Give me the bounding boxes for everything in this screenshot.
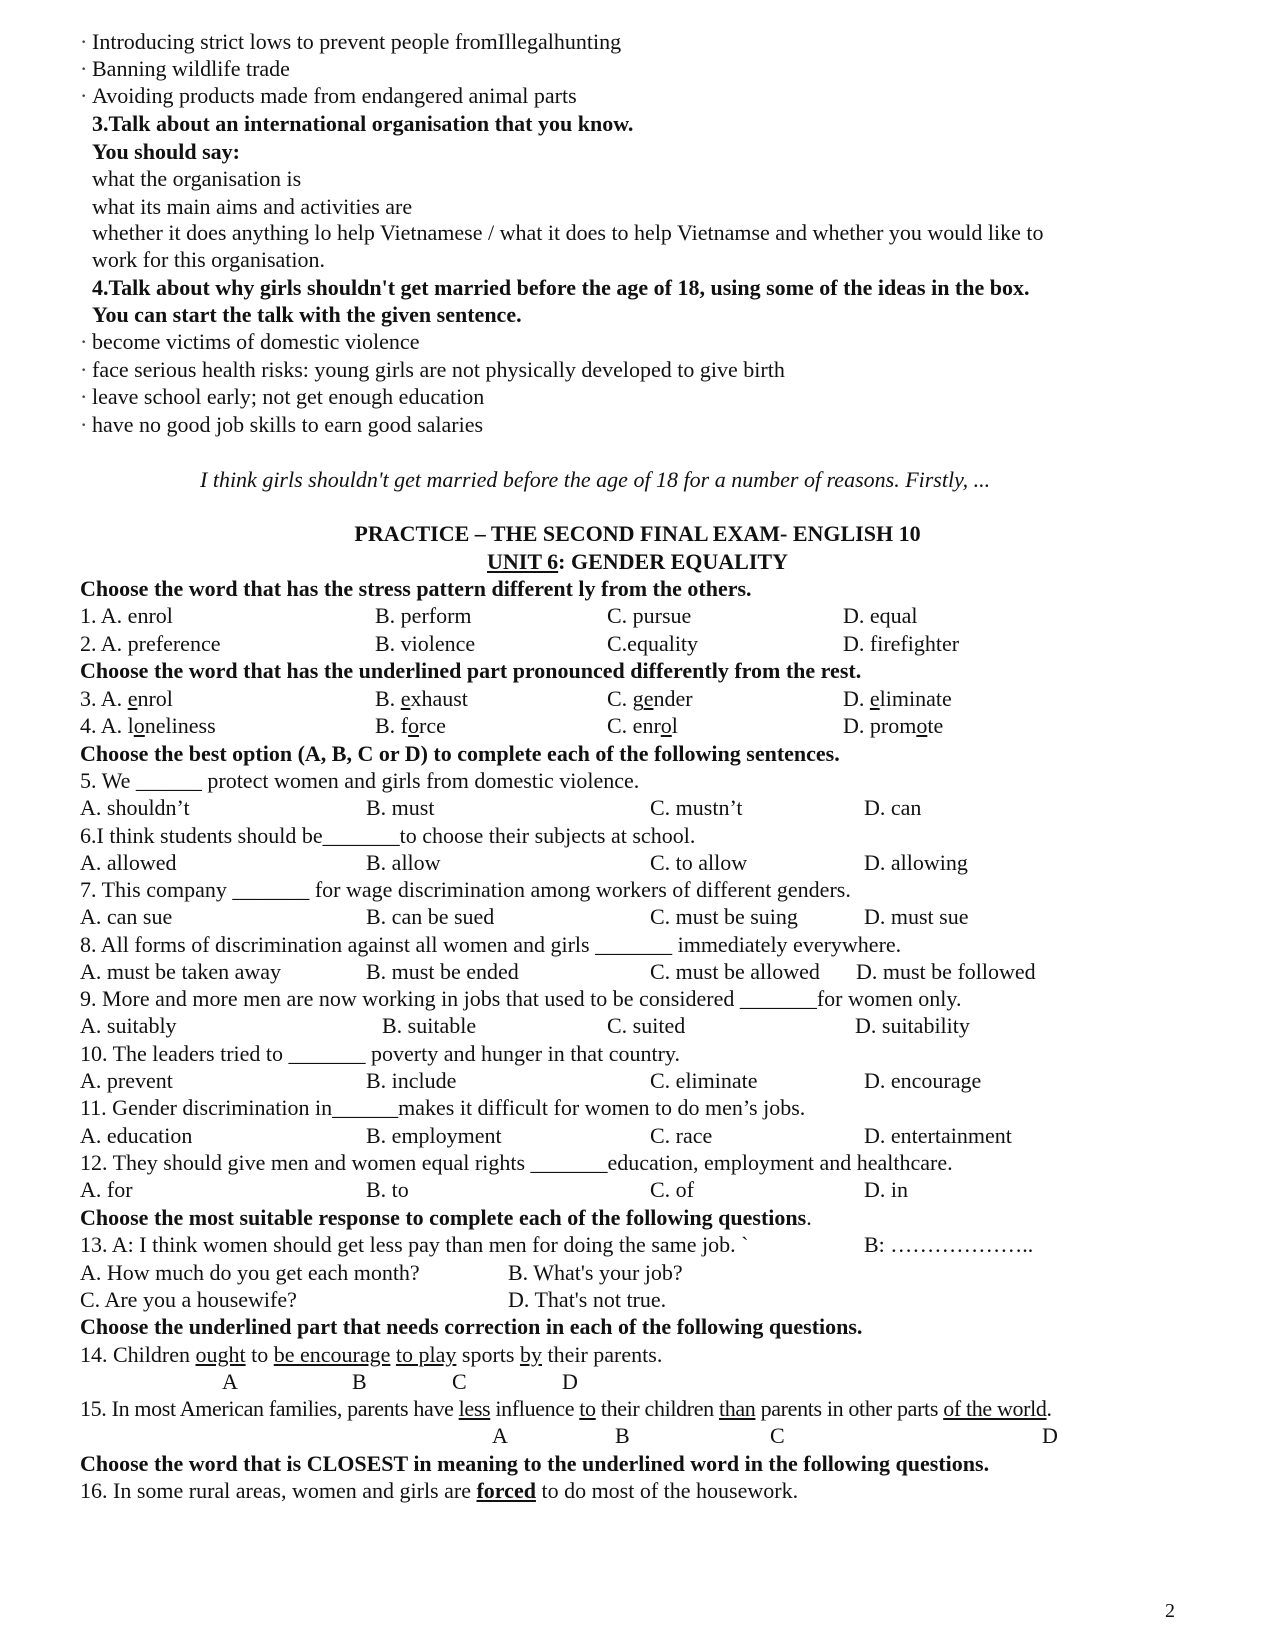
option: C. enrol [607,713,678,738]
section-heading: Choose the best option (A, B, C or D) to complete each of the following sentences. [80,741,840,766]
option: C. eliminate [650,1068,758,1093]
question-stem: 12. They should give men and women equal rights _______education, employment and healthcare. [80,1150,953,1175]
option: C. of [650,1177,694,1202]
task3-heading: 3.Talk about an international organisation that you know. [92,111,634,136]
bullet-item: · Banning wildlife trade [92,55,290,83]
section-heading: Choose the word that is CLOSEST in meaning to the underlined word in the following questions. [80,1451,990,1476]
option: C. gender [607,686,693,711]
option: B. suitable [382,1013,477,1038]
option: D. entertainment [864,1123,1012,1148]
question-stem: 11. Gender discrimination in______makes it difficult for women to do men’s jobs. [80,1095,806,1120]
option-letter: D [562,1369,578,1394]
bullet-item: · Introducing strict lows to prevent people fromIllegalhunting [92,28,621,56]
option: D. That's not true. [508,1287,667,1312]
question-stem: 16. In some rural areas, women and girls are forced to do most of the housework. [80,1478,799,1503]
task3-prompt: You should say: [92,139,240,164]
option: A. can sue [80,904,173,929]
question-stem: 7. This company _______ for wage discrimination among workers of different genders. [80,877,851,902]
option: B. must be ended [366,959,519,984]
question-stem: 8. All forms of discrimination against all women and girls _______ immediately everywhere. [80,932,902,957]
option-letter: A [492,1423,508,1448]
option: A. How much do you get each month? [80,1260,420,1285]
option: C. pursue [607,603,692,628]
option-letter: A [222,1369,238,1394]
exam-title: PRACTICE – THE SECOND FINAL EXAM- ENGLISH 10 [354,521,921,546]
section-heading: Choose the word that has the underlined part pronounced differently from the rest. [80,658,862,683]
task3-line: work for this organisation. [92,247,326,272]
option: 2. A. preference [80,631,221,656]
option: D. must sue [864,904,969,929]
bullet-item: · become victims of domestic violence [92,328,419,356]
option: A. for [80,1177,133,1202]
option: D. eliminate [843,686,952,711]
option-letter: C [770,1423,785,1448]
option: D. allowing [864,850,968,875]
option: D. firefighter [843,631,960,656]
page-number: 2 [1165,1600,1175,1622]
option: 1. A. enrol [80,603,173,628]
option: C. Are you a housewife? [80,1287,297,1312]
option: D. must be followed [856,959,1036,984]
option: B. to [366,1177,409,1202]
bullet-item: · face serious health risks: young girls are not physically developed to give birth [92,356,785,384]
option: A. shouldn’t [80,795,190,820]
task4-heading-2: You can start the talk with the given sentence. [92,302,522,327]
section-heading: Choose the underlined part that needs correction in each of the following questions. [80,1314,863,1339]
option: D. promote [843,713,944,738]
option-letter: D [1042,1423,1058,1448]
section-heading: Choose the word that has the stress pattern different ly from the others. [80,576,752,601]
bullet-item: · have no good job skills to earn good salaries [92,411,483,439]
option: A. must be taken away [80,959,281,984]
unit-name: : GENDER EQUALITY [558,549,788,574]
bullet-item: · Avoiding products made from endangered animal parts [92,82,577,110]
option: C.equality [607,631,699,656]
option: A. education [80,1123,193,1148]
option: D. suitability [855,1013,970,1038]
option: A. prevent [80,1068,173,1093]
task4-heading: 4.Talk about why girls shouldn't get married before the age of 18, using some of the ideas in the box. [92,275,1030,300]
unit-title [0,548,1275,576]
option: A. allowed [80,850,177,875]
option: D. in [864,1177,908,1202]
question-stem: 15. In most American families, parents have less influence to their children than parents in other parts of the world. [80,1396,1052,1421]
starter-sentence: I think girls shouldn't get married before the age of 18 for a number of reasons. Firstly, ... [200,467,991,492]
option: B. employment [366,1123,502,1148]
option: A. suitably [80,1013,177,1038]
option: C. mustn’t [650,795,743,820]
option: B. allow [366,850,441,875]
option: C. must be suing [650,904,798,929]
option: B. perform [375,603,472,628]
option: C. race [650,1123,713,1148]
task3-line: whether it does anything lo help Vietnamese / what it does to help Vietnamse and whether you would like to [92,220,1044,245]
question-stem: 10. The leaders tried to _______ poverty and hunger in that country. [80,1041,680,1066]
question-stem: 6.I think students should be_______to choose their subjects at school. [80,823,696,848]
task3-line: what the organisation is [92,166,302,191]
option-letter: C [452,1369,467,1394]
option: B. force [375,713,446,738]
option: 4. A. loneliness [80,713,216,738]
underlined-word: forced [476,1478,536,1503]
section-heading: Choose the most suitable response to complete each of the following questions. [80,1205,812,1230]
option: B. must [366,795,435,820]
question-stem: 9. More and more men are now working in jobs that used to be considered _______for women only. [80,986,962,1011]
option: D. equal [843,603,918,628]
question-stem: 5. We ______ protect women and girls from domestic violence. [80,768,640,793]
option: B. include [366,1068,457,1093]
option-letter: B [615,1423,630,1448]
bullet-item: · leave school early; not get enough education [92,383,484,411]
option: C. to allow [650,850,748,875]
option: D. encourage [864,1068,982,1093]
option: D. can [864,795,922,820]
option: 3. A. enrol [80,686,173,711]
question-stem: 14. Children ought to be encourage to play sports by their parents. [80,1342,663,1367]
option: B. can be sued [366,904,495,929]
option: C. suited [607,1013,686,1038]
option: B. What's your job? [508,1260,683,1285]
option-letter: B [352,1369,367,1394]
question-stem: 13. A: I think women should get less pay than men for doing the same job. ` [80,1232,749,1257]
option: C. must be allowed [650,959,820,984]
task3-line: what its main aims and activities are [92,194,413,219]
option: B. violence [375,631,476,656]
answer-blank: B: ……………….. [864,1232,1034,1257]
option: B. exhaust [375,686,468,711]
unit-number: UNIT 6 [487,549,559,574]
